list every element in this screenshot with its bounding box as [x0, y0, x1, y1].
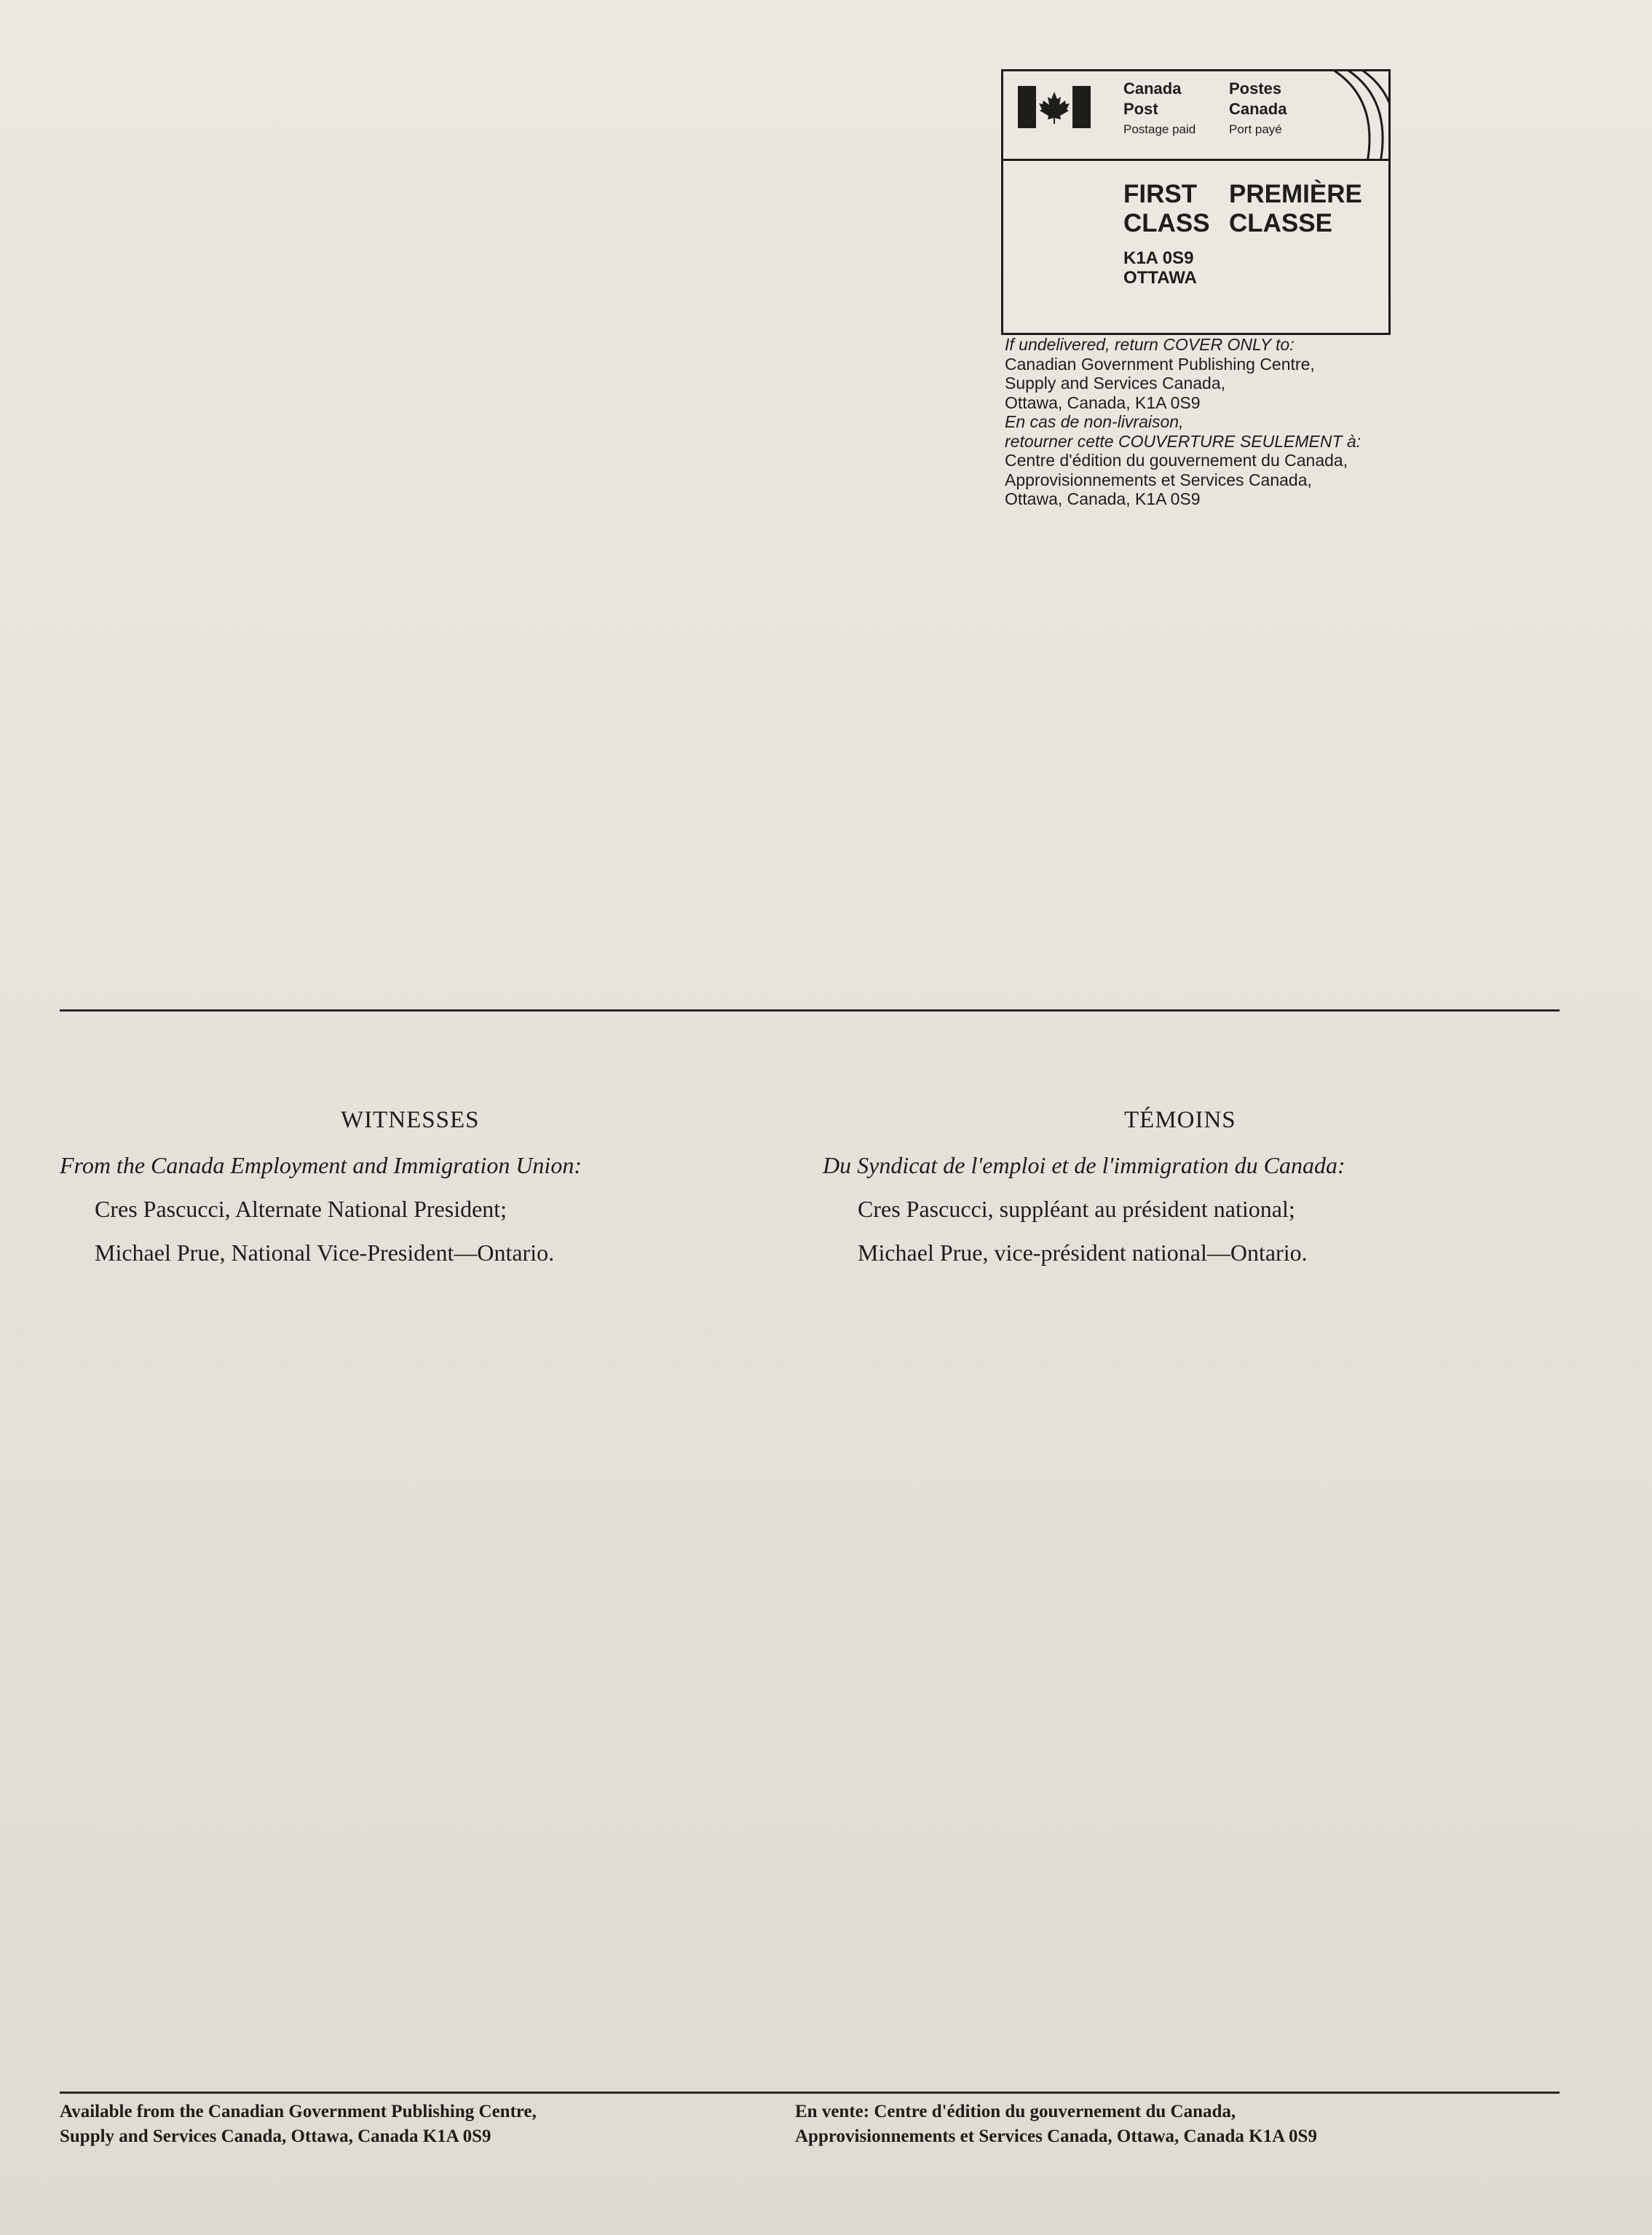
postage-fr-line1: Postes	[1229, 79, 1282, 98]
bleed-through-lower-right	[845, 1500, 1573, 2025]
postage-french-label	[1229, 79, 1287, 140]
postage-class-fr-2: CLASSE	[1229, 209, 1332, 237]
postage-postal-code: K1A 0S9	[1123, 248, 1194, 268]
return-line-7: Centre d'édition du gouvernement du Canada,	[1005, 451, 1348, 470]
footer-en-line1: Available from the Canadian Government Publishing Centre,	[60, 2102, 537, 2121]
witnesses-heading-en: WITNESSES	[341, 1107, 480, 1133]
witness-1-fr: Cres Pascucci, suppléant au président national;	[858, 1196, 1295, 1222]
postage-stripes-decoration	[1308, 71, 1388, 161]
postage-class-line-1	[1123, 180, 1362, 208]
return-line-1: If undelivered, return COVER ONLY to:	[1005, 335, 1295, 354]
footer-french	[795, 2100, 1317, 2149]
return-notice	[1005, 335, 1412, 509]
return-line-3: Supply and Services Canada,	[1005, 374, 1226, 393]
witness-organization-en: From the Canada Employment and Immigration Union:	[60, 1152, 582, 1178]
postage-class-line-2	[1123, 209, 1332, 237]
witness-2-en: Michael Prue, National Vice-President—Ontario.	[95, 1239, 555, 1266]
postage-fr-line2: Canada	[1229, 100, 1287, 118]
postage-fr-line3: Port payé	[1229, 122, 1282, 136]
witnesses-heading-fr: TÉMOINS	[1124, 1107, 1236, 1133]
postage-class-fr-1: PREMIÈRE	[1229, 180, 1362, 208]
postage-class-en-1: FIRST	[1123, 180, 1198, 208]
return-line-5: En cas de non-livraison,	[1005, 412, 1184, 431]
return-line-2: Canadian Government Publishing Centre,	[1005, 354, 1315, 374]
footer-divider	[60, 2092, 1560, 2094]
postage-english-label	[1123, 79, 1195, 140]
footer-fr-line2: Approvisionnements et Services Canada, Ottawa, Canada K1A 0S9	[795, 2126, 1317, 2146]
footer-fr-line1: En vente: Centre d'édition du gouvernement du Canada,	[795, 2102, 1236, 2121]
postage-city: OTTAWA	[1123, 268, 1197, 288]
witness-1-en: Cres Pascucci, Alternate National President;	[95, 1196, 507, 1222]
witness-organization-fr: Du Syndicat de l'emploi et de l'immigration du Canada:	[823, 1152, 1345, 1178]
witness-2-fr: Michael Prue, vice-président national—Ontario.	[858, 1239, 1308, 1266]
section-divider	[60, 1009, 1560, 1012]
postage-en-line2: Post	[1123, 100, 1158, 118]
return-line-8: Approvisionnements et Services Canada,	[1005, 470, 1312, 489]
postage-en-line3: Postage paid	[1123, 122, 1196, 136]
canada-flag-icon	[1018, 86, 1091, 128]
bleed-through-lower-left	[60, 1500, 795, 2025]
postage-en-line1: Canada	[1123, 79, 1182, 98]
postage-mark	[1001, 69, 1391, 335]
bleed-through-left	[60, 175, 795, 1005]
footer-english	[60, 2100, 537, 2149]
postage-header	[1003, 71, 1388, 161]
postage-class-en-2: CLASS	[1123, 209, 1210, 237]
footer-en-line2: Supply and Services Canada, Ottawa, Canada K1A 0S9	[60, 2126, 491, 2146]
return-line-6: retourner cette COUVERTURE SEULEMENT à:	[1005, 431, 1361, 451]
return-line-9: Ottawa, Canada, K1A 0S9	[1005, 489, 1201, 508]
return-line-4: Ottawa, Canada, K1A 0S9	[1005, 393, 1201, 412]
